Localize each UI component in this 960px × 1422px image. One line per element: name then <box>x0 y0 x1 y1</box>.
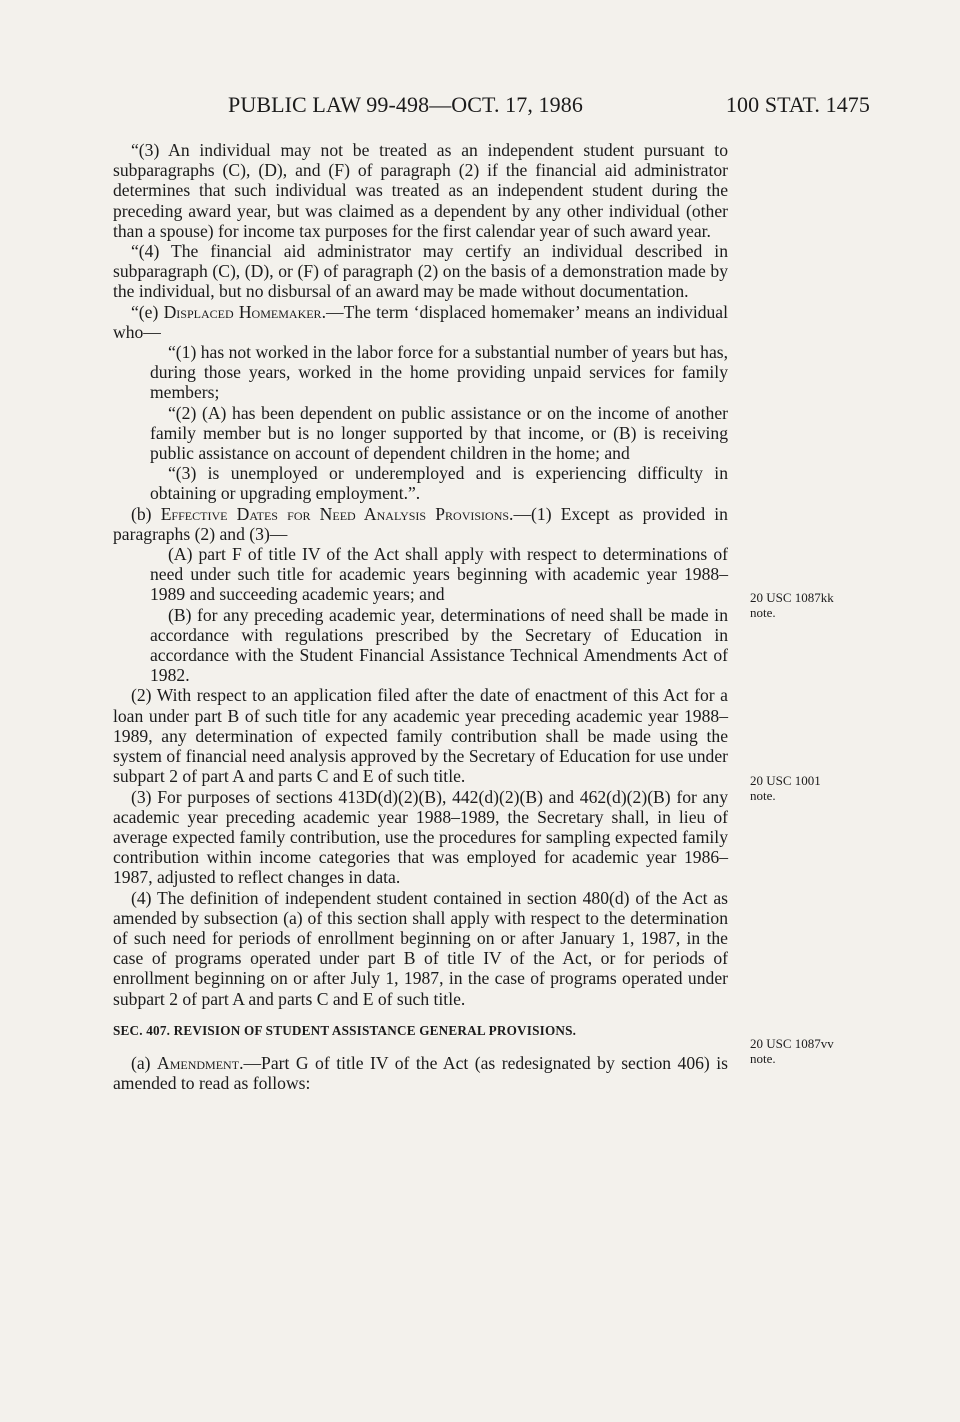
header-statute-page: 100 STAT. 1475 <box>725 92 870 117</box>
margin-note-suffix: note. <box>750 605 776 620</box>
subsection-b-heading: Effective Dates for Need Analysis Provisions <box>160 503 510 524</box>
subsection-e-heading: Displaced Homemaker <box>163 301 322 322</box>
clause-bB: (B) for any preceding academic year, determinations of need shall be made in accordance with regulations prescribed by the Secretary of Education in accordance with the Student Financial Assistance Technical Amendments Act of 1982. <box>150 604 728 686</box>
subsection-a-lead: (a) <box>131 1052 158 1073</box>
paragraph-b2: (2) With respect to an application filed after the date of enactment of this Act for a loan under part B of such title for any academic year preceding academic year 1988–1989, any determination of expected family contribution shall be made using the system of financial need analysis approved by the Secretary of Education for use under subpart 2 of part A and parts C and E of such title. <box>113 685 728 787</box>
section-407-heading: SEC. 407. REVISION OF STUDENT ASSISTANCE GENERAL PROVISIONS. <box>113 1022 577 1038</box>
margin-note-citation: 20 USC 1087vv <box>750 1036 834 1051</box>
margin-note-suffix: note. <box>750 788 776 803</box>
margin-note-suffix: note. <box>750 1051 776 1066</box>
subsection-b <box>113 504 728 544</box>
margin-note-1001 <box>750 773 821 803</box>
subsection-b-text: .—(1) Except as provided in paragraphs (2) and (3)— <box>113 503 728 544</box>
paragraph-3: “(3) An individual may not be treated as an independent student pursuant to subparagraphs (C), (D), and (F) of paragraph (2) if the financial aid administrator determines that such individual was treated as an independent student during the preceding award year, but was claimed as a dependent by any other individual (other than a spouse) for income tax purposes for the first calendar year of such award year. <box>113 140 728 241</box>
paragraph-4: “(4) The financial aid administrator may certify an individual described in subparagraph (C), (D), or (F) of paragraph (2) on the basis of a demonstration made by the individual, but no disbursal of an award may be made without documentation. <box>113 241 728 302</box>
clause-e1: “(1) has not worked in the labor force for a substantial number of years but has, during those years, worked in the home providing unpaid services for family members; <box>150 342 728 403</box>
clause-e2: “(2) (A) has been dependent on public assistance or on the income of another family member but is no longer supported by that income, or (B) is receiving public assistance on account of dependent children in the home; and <box>150 402 728 464</box>
body-text <box>113 140 728 1093</box>
subsection-b-lead: (b) <box>131 503 161 524</box>
paragraph-b3: (3) For purposes of sections 413D(d)(2)(B), 442(d)(2)(B) and 462(d)(2)(B) for any academic year preceding academic year 1988–1989, the Secretary shall, in lieu of average expected family contribution, use the procedures for sampling expected family contribution within income categories that was employed for academic year 1986–1987, adjusted to reflect changes in data. <box>113 786 728 888</box>
header-citation: PUBLIC LAW 99-498—OCT. 17, 1986 <box>228 92 583 117</box>
paragraph-b4: (4) The definition of independent student contained in section 480(d) of the Act as amended by subsection (a) of this section shall apply with respect to the determination of such need for periods of enrollment beginning on or after January 1, 1987, in the case of programs operated under part B of title IV of the Act, or for periods of enrollment beginning on or after July 1, 1987, in the case of programs operated under subpart 2 of part A and parts C and E of such title. <box>113 887 728 1009</box>
subsection-e-text: .—The term ‘displaced homemaker’ means an individual who— <box>113 301 729 342</box>
clause-bA: (A) part F of title IV of the Act shall apply with respect to determinations of need under such title for academic years beginning with academic year 1988–1989 and succeeding academic years; and <box>150 544 728 605</box>
subsection-a <box>113 1053 728 1093</box>
margin-note-citation: 20 USC 1001 <box>750 773 821 788</box>
subsection-a-heading: Amendment <box>157 1052 240 1073</box>
margin-note-1087kk <box>750 590 834 620</box>
subsection-e <box>113 302 728 342</box>
subsection-e-lead: “(e) <box>131 301 164 322</box>
subsection-a-text: .—Part G of title IV of the Act (as redesignated by section 406) is amended to read as follows: <box>113 1052 728 1094</box>
clause-e3: “(3) is unemployed or underemployed and is experiencing difficulty in obtaining or upgrading employment.”. <box>150 463 728 504</box>
margin-note-citation: 20 USC 1087kk <box>750 590 834 605</box>
margin-note-1087vv <box>750 1036 834 1066</box>
